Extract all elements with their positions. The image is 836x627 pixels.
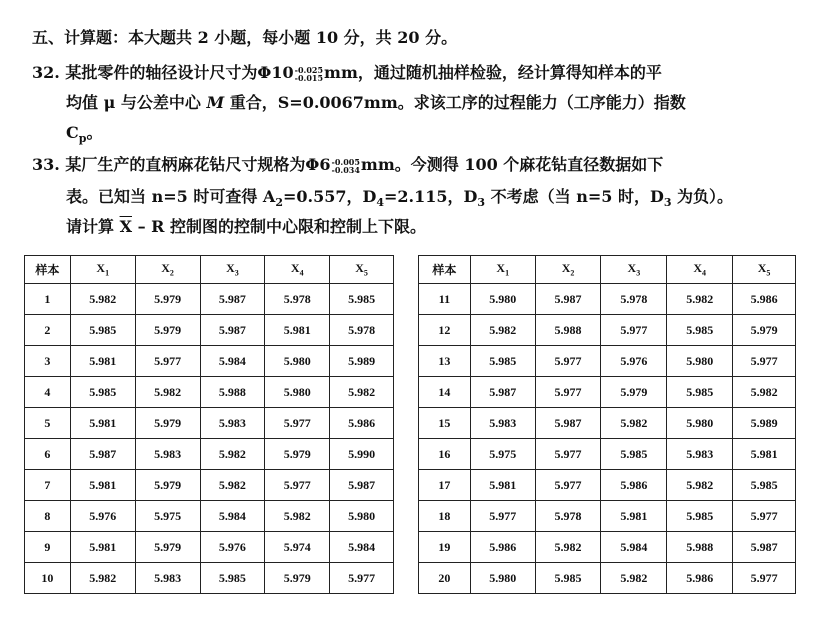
sample-number-cell: 7 [25, 470, 71, 501]
measurement-cell: 5.981 [601, 501, 667, 532]
sample-number-cell: 10 [25, 563, 71, 594]
header-subscript: 3 [234, 268, 239, 278]
measurement-cell: 5.977 [733, 563, 796, 594]
measurement-cell: 5.986 [667, 563, 733, 594]
header-x5 [733, 256, 796, 284]
measurement-cell: 5.982 [667, 470, 733, 501]
measurement-cell: 5.982 [70, 284, 135, 315]
header-label: X [496, 261, 506, 276]
measurement-cell: 5.981 [470, 470, 535, 501]
sample-number-cell: 19 [419, 532, 471, 563]
table-row [25, 439, 394, 470]
measurement-cell: 5.982 [330, 377, 394, 408]
table-row [25, 346, 394, 377]
measurement-cell: 5.983 [470, 408, 535, 439]
measurement-cell: 5.985 [667, 501, 733, 532]
measurement-cell: 5.984 [200, 346, 265, 377]
q33-text-1b: mm。今测得 100 个麻花钻直径数据如下 [360, 155, 664, 174]
sample-number-cell: 9 [25, 532, 71, 563]
measurement-cell: 5.986 [733, 284, 796, 315]
header-label: X [161, 261, 170, 276]
measurement-cell: 5.976 [601, 346, 667, 377]
measurement-cell: 5.982 [535, 532, 601, 563]
q32-line-1 [32, 63, 662, 83]
measurement-cell: 5.990 [330, 439, 394, 470]
q33-tol-lower: -0.034 [331, 165, 360, 175]
measurement-cell: 5.981 [70, 346, 135, 377]
table-row [25, 532, 394, 563]
header-x2 [135, 256, 200, 284]
measurement-cell: 5.980 [265, 346, 330, 377]
measurement-cell: 5.987 [330, 470, 394, 501]
sample-number-cell: 8 [25, 501, 71, 532]
table-row [419, 346, 796, 377]
header-subscript: 4 [299, 268, 304, 278]
q32-line-3 [66, 123, 102, 149]
measurement-cell: 5.979 [265, 439, 330, 470]
q33-line-3 [66, 217, 426, 237]
sample-number-cell: 3 [25, 346, 71, 377]
q33-text-2d: 不考虑（当 n=5 时，D [485, 187, 664, 206]
measurement-cell: 5.977 [535, 470, 601, 501]
q33-text-2a: 表。已知当 n=5 时可查得 A [66, 187, 276, 206]
data-table-right [418, 255, 796, 594]
q33-text-2b: =0.557，D [282, 187, 377, 206]
q33-D4-sub: 4 [376, 196, 385, 210]
q33-line-1 [32, 155, 663, 175]
table-row [419, 377, 796, 408]
q33-tol-upper: -0.005 [331, 157, 360, 167]
sample-number-cell: 11 [419, 284, 471, 315]
measurement-cell: 5.980 [265, 377, 330, 408]
table-row [25, 315, 394, 346]
q32-C: C [66, 123, 79, 142]
measurement-cell: 5.978 [535, 501, 601, 532]
q33-A-sub: 2 [275, 196, 283, 210]
q33-text-2e: 为负）。 [671, 187, 734, 206]
sample-number-cell: 5 [25, 408, 71, 439]
q32-line-2 [66, 93, 686, 113]
q33-xbar: $\overline{X}$ [119, 217, 132, 236]
header-sample [419, 256, 471, 284]
measurement-cell: 5.977 [601, 315, 667, 346]
sample-number-cell: 4 [25, 377, 71, 408]
measurement-cell: 5.988 [667, 532, 733, 563]
measurement-cell: 5.985 [667, 377, 733, 408]
measurement-cell: 5.982 [601, 563, 667, 594]
q33-line-2 [66, 187, 733, 213]
measurement-cell: 5.980 [330, 501, 394, 532]
header-label: X [561, 261, 571, 276]
measurement-cell: 5.987 [733, 532, 796, 563]
q32-nominal: 10 [271, 63, 294, 82]
measurement-cell: 5.979 [733, 315, 796, 346]
sample-number-cell: 6 [25, 439, 71, 470]
sample-number-cell: 1 [25, 284, 71, 315]
measurement-cell: 5.982 [470, 315, 535, 346]
measurement-cell: 5.980 [470, 563, 535, 594]
measurement-cell: 5.985 [733, 470, 796, 501]
measurement-cell: 5.977 [265, 408, 330, 439]
measurement-cell: 5.982 [200, 439, 265, 470]
q33-number: 33. [32, 155, 60, 174]
q32-number: 32. [32, 63, 60, 82]
q33-nominal: 6 [319, 155, 331, 174]
measurement-cell: 5.987 [200, 284, 265, 315]
measurement-cell: 5.977 [733, 501, 796, 532]
measurement-cell: 5.982 [601, 408, 667, 439]
measurement-cell: 5.976 [70, 501, 135, 532]
q32-tol-upper: -0.025 [294, 65, 324, 75]
header-x4 [667, 256, 733, 284]
q32-text-2a: 均值 μ 与公差中心 [66, 93, 207, 112]
header-x1 [70, 256, 135, 284]
table-header-row [419, 256, 796, 284]
measurement-cell: 5.987 [535, 408, 601, 439]
q32-text-1a: 某批零件的轴径设计尺寸为Φ [65, 63, 272, 82]
table-row [25, 563, 394, 594]
sample-number-cell: 15 [419, 408, 471, 439]
measurement-cell: 5.984 [601, 532, 667, 563]
q33-text-3a: 请计算 [66, 217, 120, 236]
measurement-cell: 5.986 [601, 470, 667, 501]
measurement-cell: 5.978 [601, 284, 667, 315]
table-header-row [25, 256, 394, 284]
measurement-cell: 5.985 [200, 563, 265, 594]
table-row [25, 377, 394, 408]
q32-text-1b: mm，通过随机抽样检验，经计算得知样本的平 [324, 63, 662, 82]
q32-M: M [206, 93, 225, 112]
section-heading: 五、计算题：本大题共 2 小题，每小题 10 分，共 20 分。 [32, 28, 458, 47]
q32-tolerance [295, 66, 323, 82]
measurement-cell: 5.977 [330, 563, 394, 594]
table-row [25, 470, 394, 501]
table-row [419, 470, 796, 501]
measurement-cell: 5.982 [200, 470, 265, 501]
measurement-cell: 5.982 [265, 501, 330, 532]
measurement-cell: 5.985 [667, 315, 733, 346]
header-subscript: 2 [570, 268, 575, 278]
measurement-cell: 5.979 [135, 284, 200, 315]
q32-C-sub: p [78, 132, 87, 146]
measurement-cell: 5.979 [135, 408, 200, 439]
measurement-cell: 5.980 [667, 408, 733, 439]
measurement-cell: 5.977 [733, 346, 796, 377]
measurement-cell: 5.979 [265, 563, 330, 594]
measurement-cell: 5.977 [535, 377, 601, 408]
measurement-cell: 5.978 [330, 315, 394, 346]
header-x5 [330, 256, 394, 284]
measurement-cell: 5.979 [601, 377, 667, 408]
sample-number-cell: 17 [419, 470, 471, 501]
header-label: X [290, 261, 300, 276]
measurement-cell: 5.977 [535, 439, 601, 470]
sample-number-cell: 12 [419, 315, 471, 346]
measurement-cell: 5.985 [535, 563, 601, 594]
measurement-cell: 5.978 [265, 284, 330, 315]
measurement-cell: 5.975 [135, 501, 200, 532]
header-label: X [627, 261, 637, 276]
measurement-cell: 5.979 [135, 532, 200, 563]
measurement-cell: 5.984 [330, 532, 394, 563]
sample-number-cell: 16 [419, 439, 471, 470]
measurement-cell: 5.982 [667, 284, 733, 315]
measurement-cell: 5.979 [135, 470, 200, 501]
measurement-cell: 5.981 [265, 315, 330, 346]
header-subscript: 2 [169, 268, 174, 278]
header-subscript: 5 [766, 268, 771, 278]
q33-tolerance [332, 158, 360, 174]
header-x4 [265, 256, 330, 284]
header-sample [25, 256, 71, 284]
table-row [25, 284, 394, 315]
header-subscript: 1 [105, 268, 110, 278]
measurement-cell: 5.982 [733, 377, 796, 408]
q33-text-2c: =2.115，D [384, 187, 478, 206]
sample-number-cell: 14 [419, 377, 471, 408]
measurement-cell: 5.985 [330, 284, 394, 315]
measurement-cell: 5.974 [265, 532, 330, 563]
table-row [419, 439, 796, 470]
measurement-cell: 5.986 [470, 532, 535, 563]
measurement-cell: 5.980 [667, 346, 733, 377]
table-row [419, 532, 796, 563]
measurement-cell: 5.985 [70, 377, 135, 408]
header-x1 [470, 256, 535, 284]
measurement-cell: 5.983 [135, 439, 200, 470]
header-label: X [693, 261, 703, 276]
measurement-cell: 5.981 [70, 408, 135, 439]
measurement-cell: 5.977 [265, 470, 330, 501]
measurement-cell: 5.985 [70, 315, 135, 346]
header-label: 样本 [432, 263, 457, 277]
q33-D3-sub: 3 [477, 196, 486, 210]
header-subscript: 3 [636, 268, 641, 278]
measurement-cell: 5.988 [200, 377, 265, 408]
header-subscript: 1 [505, 268, 510, 278]
q33-text-1a: 某厂生产的直柄麻花钻尺寸规格为Φ [65, 155, 320, 174]
measurement-cell: 5.983 [135, 563, 200, 594]
header-subscript: 4 [702, 268, 707, 278]
measurement-cell: 5.977 [470, 501, 535, 532]
q33-D3-sub-2: 3 [663, 196, 672, 210]
header-label: X [226, 261, 235, 276]
header-label: 样本 [35, 263, 60, 277]
measurement-cell: 5.977 [135, 346, 200, 377]
table-row [419, 315, 796, 346]
measurement-cell: 5.988 [535, 315, 601, 346]
q32-tol-lower: -0.015 [294, 73, 324, 83]
measurement-cell: 5.989 [733, 408, 796, 439]
measurement-cell: 5.983 [200, 408, 265, 439]
measurement-cell: 5.987 [470, 377, 535, 408]
header-x3 [200, 256, 265, 284]
sample-number-cell: 20 [419, 563, 471, 594]
table-row [419, 501, 796, 532]
q33-text-3b: – R 控制图的控制中心限和控制上下限。 [132, 217, 427, 236]
measurement-cell: 5.989 [330, 346, 394, 377]
data-table-left [24, 255, 394, 594]
measurement-cell: 5.985 [470, 346, 535, 377]
header-label: X [757, 261, 767, 276]
table-row [419, 563, 796, 594]
measurement-cell: 5.979 [135, 315, 200, 346]
measurement-cell: 5.980 [470, 284, 535, 315]
measurement-cell: 5.985 [601, 439, 667, 470]
header-x3 [601, 256, 667, 284]
sample-number-cell: 18 [419, 501, 471, 532]
measurement-cell: 5.984 [200, 501, 265, 532]
header-label: X [355, 261, 364, 276]
table-row [419, 284, 796, 315]
sample-number-cell: 13 [419, 346, 471, 377]
measurement-cell: 5.987 [70, 439, 135, 470]
table-row [25, 501, 394, 532]
measurement-cell: 5.975 [470, 439, 535, 470]
measurement-cell: 5.977 [535, 346, 601, 377]
table-row [419, 408, 796, 439]
measurement-cell: 5.982 [135, 377, 200, 408]
header-x2 [535, 256, 601, 284]
header-label: X [96, 261, 106, 276]
table-row [25, 408, 394, 439]
measurement-cell: 5.981 [733, 439, 796, 470]
sample-number-cell: 2 [25, 315, 71, 346]
measurement-cell: 5.987 [535, 284, 601, 315]
measurement-cell: 5.982 [70, 563, 135, 594]
header-subscript: 5 [363, 268, 368, 278]
measurement-cell: 5.986 [330, 408, 394, 439]
measurement-cell: 5.976 [200, 532, 265, 563]
q32-end: 。 [86, 123, 103, 142]
measurement-cell: 5.987 [200, 315, 265, 346]
measurement-cell: 5.981 [70, 470, 135, 501]
measurement-cell: 5.981 [70, 532, 135, 563]
q32-text-2b: 重合，S=0.0067mm。求该工序的过程能力（工序能力）指数 [224, 93, 686, 112]
measurement-cell: 5.983 [667, 439, 733, 470]
